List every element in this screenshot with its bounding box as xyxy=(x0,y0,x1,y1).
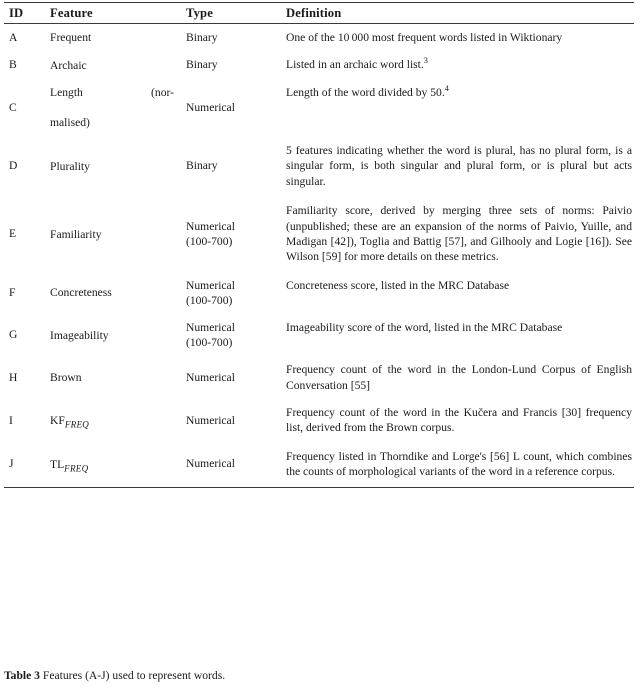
type-range-text: (100-700) xyxy=(186,235,233,249)
features-table xyxy=(4,2,634,488)
cell-id: I xyxy=(9,413,14,427)
cell-feature: Plurality xyxy=(50,159,90,173)
cell-id: F xyxy=(9,286,16,300)
cell-type: Numerical xyxy=(186,100,235,114)
type-text: Numerical xyxy=(186,278,235,292)
cell-feature: Familiarity xyxy=(50,227,102,241)
cell-feature: Brown xyxy=(50,370,82,384)
feature-text-line2: malised) xyxy=(50,115,90,129)
feature-subscript-text: FREQ xyxy=(64,462,89,473)
cell-feature: Frequent xyxy=(50,31,92,45)
table-body xyxy=(4,24,634,487)
feature-base-text: TL xyxy=(50,457,65,471)
cell-id: J xyxy=(9,457,14,471)
type-text: Numerical xyxy=(186,219,235,233)
cell-feature: Imageability xyxy=(50,328,109,342)
features-table-container xyxy=(4,2,634,488)
cell-id: C xyxy=(9,100,17,114)
cell-type: Numerical xyxy=(186,370,235,384)
table-bottom-rule xyxy=(4,487,634,488)
table-header xyxy=(4,3,634,24)
table-row xyxy=(4,136,634,196)
cell-type: Binary xyxy=(186,31,218,44)
table-row xyxy=(4,51,634,78)
cell-definition xyxy=(280,51,634,78)
feature-subscript-text: FREQ xyxy=(64,419,90,430)
cell-feature: Concreteness xyxy=(50,286,112,300)
column-header-definition: Definition xyxy=(280,3,634,24)
table-row xyxy=(4,196,634,272)
cell-type xyxy=(180,314,280,356)
cell-type: Binary xyxy=(186,159,218,173)
cell-id: E xyxy=(9,227,17,241)
cell-type: Numerical xyxy=(186,457,235,471)
table-row xyxy=(4,442,634,487)
cell-type: Binary xyxy=(186,58,218,72)
cell-feature xyxy=(44,79,180,136)
table-row xyxy=(4,24,634,51)
definition-text-part2: 000 most frequent words listed in Wiktionary xyxy=(351,31,563,44)
feature-base-text: KF xyxy=(50,413,65,427)
type-text: Numerical xyxy=(186,320,235,334)
column-header-id: ID xyxy=(4,3,44,24)
type-range-text: (100-700) xyxy=(186,293,233,307)
cell-feature xyxy=(44,442,180,487)
footnote-marker: 3 xyxy=(423,56,428,66)
cell-id: G xyxy=(9,328,18,342)
feature-text-line1: Length (nor- xyxy=(50,85,174,99)
caption-text: Features (A-J) used to represent words. xyxy=(42,669,226,682)
caption-label: Table 3 xyxy=(4,669,40,682)
cell-feature: Archaic xyxy=(50,58,87,72)
table-row xyxy=(4,399,634,442)
definition-text-part1: One of the 10 xyxy=(286,31,350,44)
cell-definition: Frequency listed in Thorndike and Lorge's [56] L count, which combines the counts of morphological variants of the word in a reference corpus. xyxy=(286,449,632,479)
cell-type xyxy=(180,272,280,314)
definition-text: Listed in an archaic word list. xyxy=(286,58,424,72)
footnote-marker: 4 xyxy=(444,83,449,93)
table-header-row xyxy=(4,3,634,24)
cell-type xyxy=(180,196,280,272)
column-header-feature: Feature xyxy=(44,3,180,24)
cell-definition xyxy=(280,79,634,136)
type-range-text: (100-700) xyxy=(186,336,233,350)
cell-definition xyxy=(280,24,634,51)
definition-text: Length of the word divided by 50. xyxy=(286,85,445,99)
table-row xyxy=(4,272,634,314)
table-caption xyxy=(4,668,634,683)
cell-id: D xyxy=(9,159,18,173)
column-header-type: Type xyxy=(180,3,280,24)
cell-definition: Concreteness score, listed in the MRC Database xyxy=(286,278,510,292)
table-row xyxy=(4,314,634,356)
cell-id: A xyxy=(9,31,18,44)
cell-definition: Imageability score of the word, listed in the MRC Database xyxy=(286,320,563,334)
cell-id: H xyxy=(9,370,18,384)
cell-definition: Frequency count of the word in the London-Lund Corpus of English Conversation [55] xyxy=(286,363,632,392)
cell-definition: 5 features indicating whether the word is plural, has no plural form, is a singular form, is both singular and plural form, or is plural but acts singular. xyxy=(286,144,632,188)
table-row xyxy=(4,356,634,399)
cell-feature xyxy=(44,399,180,442)
cell-definition: Familiarity score, derived by merging three sets of norms: Paivio (unpublished; these are an expansion of the norms of Paivio, Yuille, and Madigan [42]), Toglia and Battig [57], and Gilhooly and Logie [16]). See Wilson [59] for more details on these metrics. xyxy=(286,204,632,264)
cell-type: Numerical xyxy=(186,413,235,427)
cell-definition: Frequency count of the word in the Kučera and Francis [30] frequency list, derived from the Brown corpus. xyxy=(286,405,632,435)
cell-id: B xyxy=(9,58,17,72)
table-row xyxy=(4,79,634,136)
